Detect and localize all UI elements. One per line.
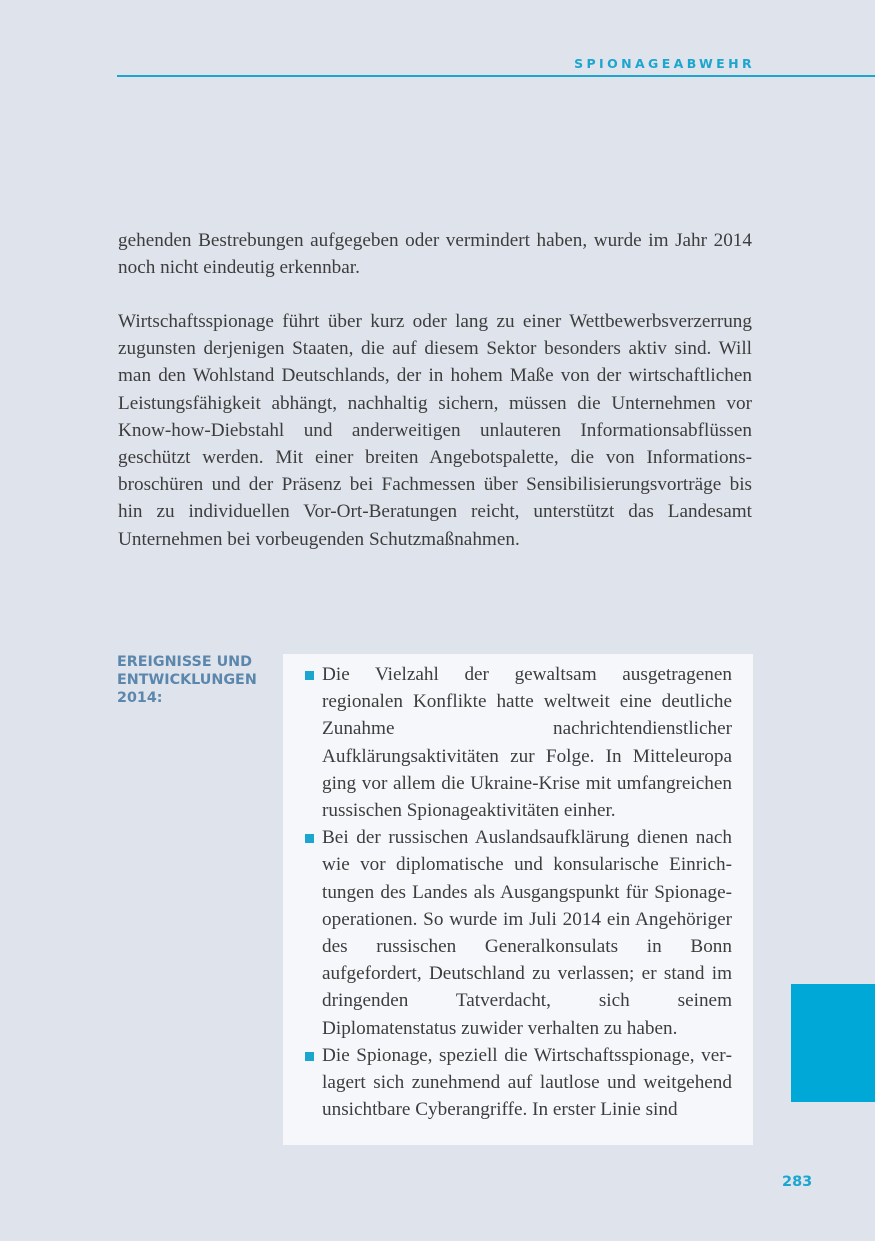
events-box bbox=[283, 654, 753, 1145]
body-paragraph-2: Wirtschaftsspionage führt über kurz oder lang zu einer Wettbewerbsverzerrung zugunsten derjenigen Staaten, die auf diesem Sektor besonders aktiv sind. Will man den Wohlstand Deutschlands, der in hohem Maße von der wirtschaftlichen Leistungsfähigkeit abhängt, nachhaltig sichern, müssen die Unternehmen vor Know-how-Diebstahl und anderweitigen unlauteren Informationsabflüssen geschützt werden. Mit einer breiten Angebotspalette, die von Informationsbroschüren und der Präsenz bei Fachmessen über Sensibilisierungsvorträge bis hin zu individuellen Vor-Ort-Beratungen reicht, unterstützt das Landesamt Unternehmen bei vorbeugenden Schutzmaßnahmen. bbox=[118, 311, 752, 550]
list-item-text: Bei der russischen Auslandsaufklärung dienen nach wie vor diplomatische und konsularische Einrichtungen des Landes als Ausgangspunkt für Spionageoperationen. So wurde im Juli 2014 ein Angehöriger des russischen Generalkonsulats in Bonn aufgefordert, Deutschland zu verlassen; er stand im dringenden Tatverdacht, sich seinem Diplomatenstatus zuwider verhalten zu haben. bbox=[322, 827, 732, 1039]
running-head: SPIONAGEABWEHR bbox=[574, 56, 755, 71]
header-rule bbox=[117, 75, 875, 77]
events-list bbox=[305, 661, 732, 1123]
list-item bbox=[305, 1042, 732, 1124]
list-item-text: Die Vielzahl der gewaltsam ausgetragenen regionalen Konflikte hatte weltweit eine deutliche Zunahme nachrichtendienstlicher Aufklärungsaktivitäten zur Folge. In Mitteleuropa ging vor allem die Ukraine-Krise mit umfangreichen russischen Spionageaktivitäten einher. bbox=[322, 664, 732, 822]
list-item bbox=[305, 661, 732, 824]
square-bullet-icon bbox=[305, 834, 314, 843]
square-bullet-icon bbox=[305, 671, 314, 680]
side-heading: EREIGNISSE UND ENTWICKLUNGEN 2014: bbox=[117, 654, 257, 707]
list-item-text: Die Spionage, speziell die Wirtschaftsspionage, verlagert sich zunehmend auf lautlose und weitgehend unsichtbare Cyberangriffe. In erster Linie sind bbox=[322, 1044, 732, 1121]
body-paragraph-1: gehenden Bestrebungen aufgegeben oder vermindert haben, wurde im Jahr 2014 noch nicht eindeutig erkennbar. bbox=[118, 230, 752, 279]
square-bullet-icon bbox=[305, 1052, 314, 1061]
page-number: 283 bbox=[782, 1174, 813, 1190]
chapter-tab-marker bbox=[791, 984, 875, 1102]
list-item bbox=[305, 824, 732, 1042]
